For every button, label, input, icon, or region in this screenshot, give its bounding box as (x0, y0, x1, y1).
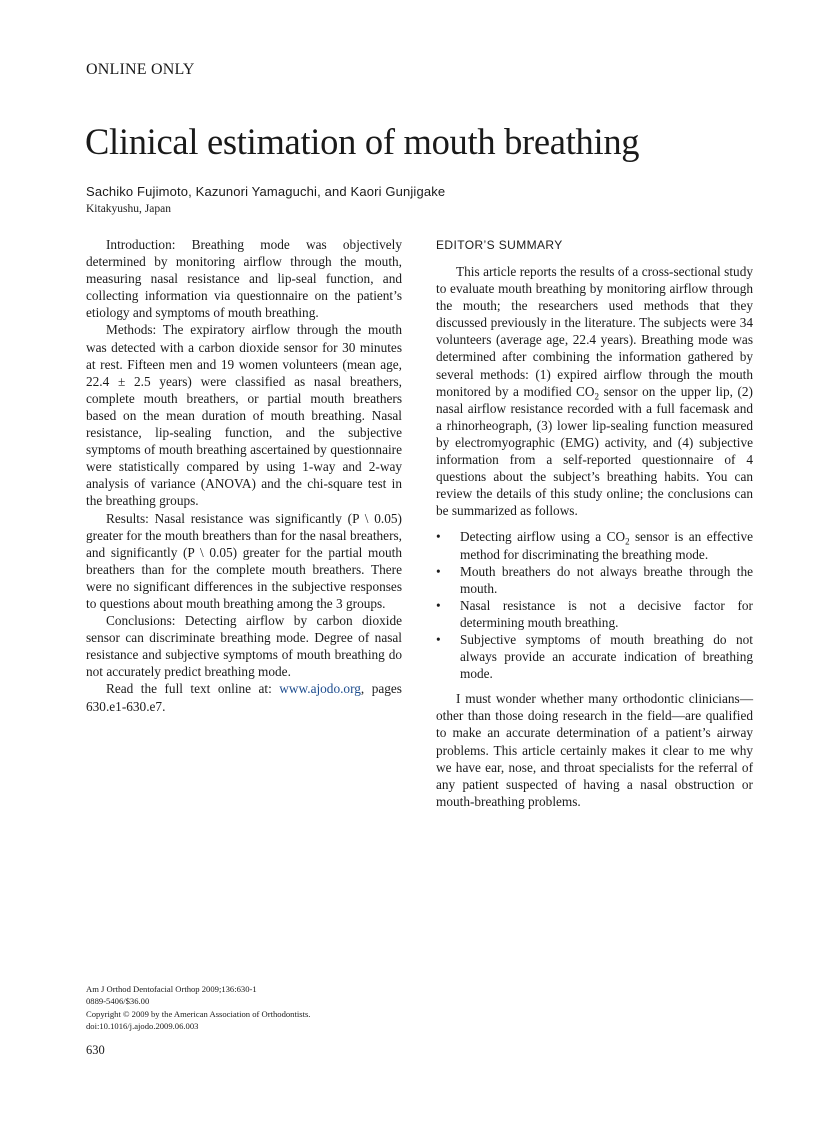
section-label: ONLINE ONLY (86, 61, 195, 78)
abstract-read-more (86, 680, 402, 714)
summary-intro-text: This article reports the results of a cross-sectional study to evaluate mouth breathing by monitoring airflow through the mouth; the researchers used methods that they discussed previously in the literature. The subjects were 34 volunteers (average age, 22.4 years). Breathing mode was determined after combining the information gathered by several methods: (1) expired airflow through the mouth monitored by a modified CO (436, 264, 753, 399)
list-item-text: Mouth breathers do not always breathe through the mouth. (460, 563, 753, 596)
doi: doi:10.1016/j.ajodo.2009.06.003 (86, 1021, 199, 1032)
summary-closing: I must wonder whether many orthodontic clinicians—other than those doing research in the field—are qualified to make an accurate determination of a patient’s airway problems. This article certainly makes it clear to me why we have ear, nose, and throat specialists for the referral of any patient suspected of having a nasal obstruction or mouth-breathing problems. (436, 691, 753, 809)
editors-summary (436, 237, 753, 810)
summary-intro (436, 263, 753, 519)
bullet-icon: • (436, 563, 441, 579)
summary-intro-text-cont: sensor on the upper lip, (2) nasal airflow resistance recorded with a full facemask and a rhinorheograph, (3) lower lip-sealing function measured by electromyographic (EMG) activity, and (4) subjective information from a self-reported questionnaire of 4 questions about the subject’s breathing habits. You can review the details of this study online; the conclusions can be summarized as follows. (436, 383, 753, 519)
author-list: Sachiko Fujimoto, Kazunori Yamaguchi, and Kaori Gunjigake (86, 184, 446, 199)
list-item (436, 597, 753, 631)
bullet-icon: • (436, 631, 441, 647)
citation-footer (86, 983, 310, 1033)
abstract-methods: Methods: The expiratory airflow through the mouth was detected with a carbon dioxide sensor for 30 minutes at rest. Fifteen men and 19 women volunteers (mean age, 22.4 ± 2.5 years) were classified as nasal breathers, complete mouth breathers, or partial mouth breathers based on the mean duration of mouth breathing. Nasal resistance, lip-sealing function, and the subjective symptoms of mouth breathing ascertained by questionnaire were statistically compared by using 1-way and 2-way analysis of variance (ANOVA) and the chi-square test in the breathing groups. (86, 322, 402, 509)
issn-price: 0889-5406/$36.00 (86, 996, 150, 1007)
list-item-text: Detecting airflow using a CO (460, 529, 626, 545)
journal-link[interactable]: www.ajodo.org (279, 681, 361, 697)
copyright-notice: Copyright © 2009 by the American Association of Orthodontists. (86, 1008, 311, 1019)
read-more-prefix: Read the full text online at: (106, 681, 280, 697)
list-item-text-cont: sensor is an effective method for discriminating the breathing mode. (460, 529, 753, 562)
summary-heading: EDITOR’S SUMMARY (436, 238, 563, 252)
abstract-introduction: Introduction: Breathing mode was objectively determined by monitoring airflow through the mouth, measuring nasal resistance and lip-seal function, and collecting information via questionnaire on the patient’s etiology and symptoms of mouth breathing. (86, 237, 402, 321)
list-item-text: Subjective symptoms of mouth breathing do not always provide an accurate indication of breathing mode. (460, 631, 753, 682)
author-affiliation: Kitakyushu, Japan (86, 203, 171, 215)
read-more-suffix: , pages 630.e1-630.e7. (86, 681, 402, 714)
co2-subscript: 2 (594, 391, 600, 402)
conclusions-list (436, 528, 753, 682)
bullet-icon: • (436, 597, 441, 613)
journal-citation: Am J Orthod Dentofacial Orthop 2009;136:630-1 (86, 984, 257, 994)
list-item-text: Nasal resistance is not a decisive factor for determining mouth breathing. (460, 597, 753, 630)
abstract (86, 236, 402, 715)
bullet-icon: • (436, 529, 441, 545)
list-item (436, 631, 753, 682)
abstract-conclusions: Conclusions: Detecting airflow by carbon dioxide sensor can discriminate breathing mode. Degree of nasal resistance and subjective symptoms of mouth breathing do not accurately predict breathing mode. (86, 613, 402, 680)
article-title: Clinical estimation of mouth breathing (85, 121, 640, 162)
abstract-results: Results: Nasal resistance was significantly (P \ 0.05) greater for the mouth breathers than for the nasal breathers, and significantly (P \ 0.05) greater for the partial mouth breathers than for the complete mouth breathers. There were no significant differences in the subjective responses to questions about mouth breathing among the 3 groups. (86, 510, 402, 611)
page-number: 630 (86, 1043, 105, 1057)
co2-subscript: 2 (625, 537, 630, 548)
list-item (436, 528, 753, 562)
list-item (436, 563, 753, 597)
